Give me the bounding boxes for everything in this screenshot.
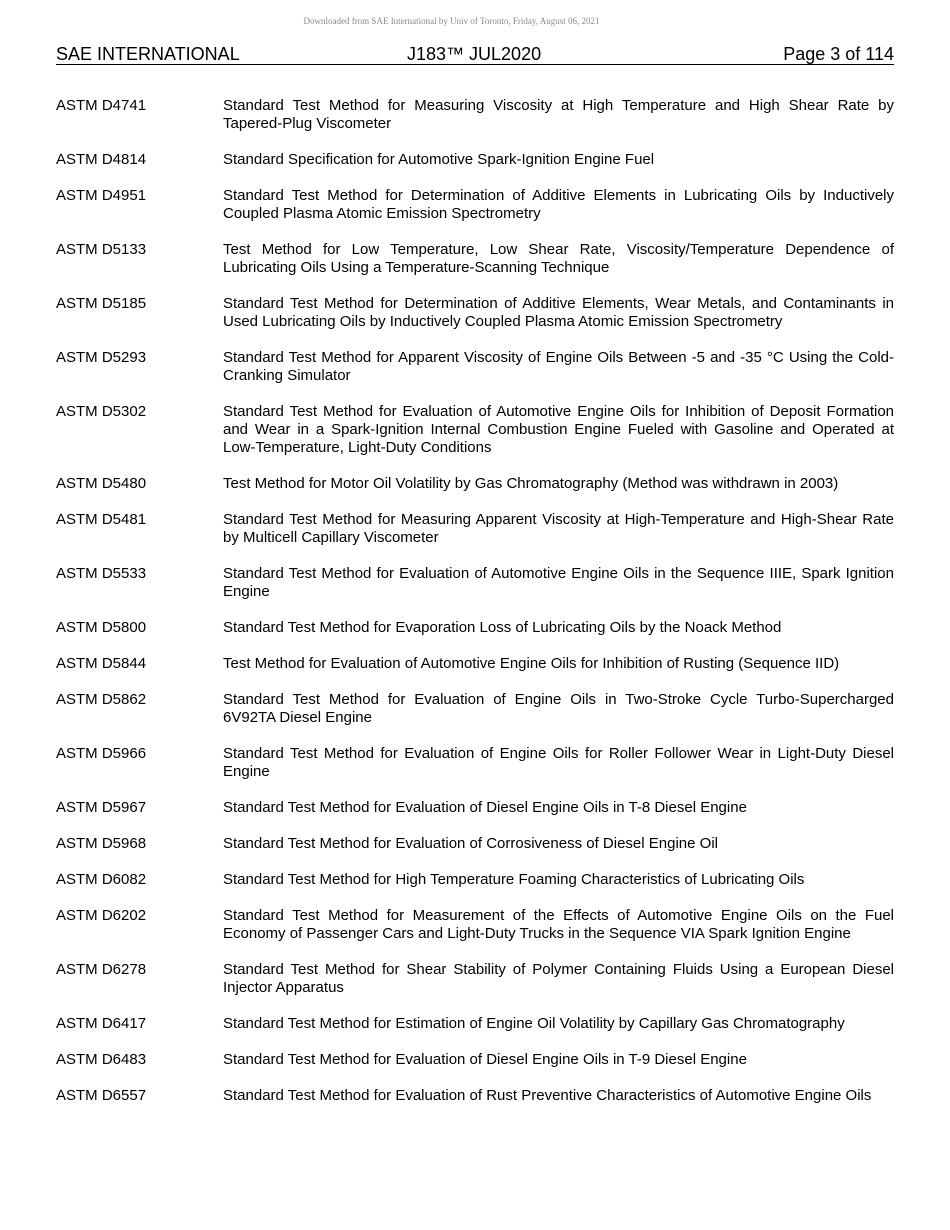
reference-item xyxy=(56,871,894,889)
reference-code: ASTM D5481 xyxy=(56,511,147,528)
reference-item xyxy=(56,1015,894,1033)
reference-item xyxy=(56,1087,894,1105)
reference-code: ASTM D4741 xyxy=(56,97,147,114)
reference-code: ASTM D5185 xyxy=(56,295,147,312)
reference-code: ASTM D5844 xyxy=(56,655,147,672)
reference-code: ASTM D6202 xyxy=(56,907,147,924)
reference-title: Test Method for Low Temperature, Low Shear Rate, Viscosity/Temperature Dependence of Lubricating Oils Using a Temperature-Scanning Technique xyxy=(223,241,894,276)
reference-title: Standard Test Method for Evaporation Loss of Lubricating Oils by the Noack Method xyxy=(223,619,782,636)
reference-code: ASTM D5133 xyxy=(56,241,147,258)
reference-item xyxy=(56,151,894,169)
reference-code: ASTM D5966 xyxy=(56,745,147,762)
reference-code: ASTM D5302 xyxy=(56,403,147,420)
reference-code: ASTM D5967 xyxy=(56,799,147,816)
reference-code: ASTM D6557 xyxy=(56,1087,147,1104)
reference-title: Standard Test Method for Evaluation of Corrosiveness of Diesel Engine Oil xyxy=(223,835,718,852)
reference-title: Standard Test Method for Measuring Viscosity at High Temperature and High Shear Rate by Tapered-Plug Viscometer xyxy=(223,97,894,132)
reference-code: ASTM D4814 xyxy=(56,151,147,168)
reference-item xyxy=(56,295,894,331)
reference-code: ASTM D5862 xyxy=(56,691,147,708)
reference-item xyxy=(56,907,894,943)
reference-item xyxy=(56,799,894,817)
reference-code: ASTM D6082 xyxy=(56,871,147,888)
reference-code: ASTM D5293 xyxy=(56,349,147,366)
reference-title: Standard Test Method for Evaluation of Diesel Engine Oils in T-8 Diesel Engine xyxy=(223,799,747,816)
reference-code: ASTM D5800 xyxy=(56,619,147,636)
reference-title: Standard Test Method for Estimation of Engine Oil Volatility by Capillary Gas Chromatography xyxy=(223,1015,845,1032)
reference-title: Standard Test Method for Measurement of the Effects of Automotive Engine Oils on the Fuel Economy of Passenger Cars and Light-Duty Trucks in the Sequence VIA Spark Ignition Engine xyxy=(223,907,894,942)
reference-item xyxy=(56,403,894,457)
reference-item xyxy=(56,241,894,277)
reference-code: ASTM D6278 xyxy=(56,961,147,978)
reference-item xyxy=(56,565,894,601)
reference-code: ASTM D6417 xyxy=(56,1015,147,1032)
reference-title: Standard Test Method for Evaluation of Engine Oils in Two-Stroke Cycle Turbo-Supercharged 6V92TA Diesel Engine xyxy=(223,691,894,726)
reference-title: Standard Test Method for Determination of Additive Elements, Wear Metals, and Contaminants in Used Lubricating Oils by Inductively Coupled Plasma Atomic Emission Spectrometry xyxy=(223,295,894,330)
reference-item xyxy=(56,475,894,493)
reference-title: Standard Test Method for Measuring Apparent Viscosity at High-Temperature and High-Shear Rate by Multicell Capillary Viscometer xyxy=(223,511,894,546)
reference-item xyxy=(56,619,894,637)
reference-title: Standard Test Method for Evaluation of Automotive Engine Oils for Inhibition of Deposit Formation and Wear in a Spark-Ignition Internal Combustion Engine Fueled with Gasoline and Operated at Low-Temperature, Light-Duty Conditions xyxy=(223,403,894,456)
reference-title: Standard Test Method for Evaluation of Automotive Engine Oils in the Sequence IIIE, Spark Ignition Engine xyxy=(223,565,894,600)
reference-title: Standard Test Method for Evaluation of Rust Preventive Characteristics of Automotive Engine Oils xyxy=(223,1087,872,1104)
reference-title: Standard Test Method for Evaluation of Diesel Engine Oils in T-9 Diesel Engine xyxy=(223,1051,747,1068)
reference-item xyxy=(56,961,894,997)
reference-code: ASTM D5480 xyxy=(56,475,147,492)
reference-item xyxy=(56,1051,894,1069)
reference-title: Test Method for Evaluation of Automotive Engine Oils for Inhibition of Rusting (Sequence IID) xyxy=(223,655,840,672)
reference-item xyxy=(56,511,894,547)
reference-title: Standard Specification for Automotive Spark-Ignition Engine Fuel xyxy=(223,151,655,168)
reference-item xyxy=(56,655,894,673)
reference-title: Test Method for Motor Oil Volatility by Gas Chromatography (Method was withdrawn in 2003) xyxy=(223,475,839,492)
header-doc-id: J183™ JUL2020 xyxy=(407,44,542,64)
reference-item xyxy=(56,187,894,223)
reference-code: ASTM D5968 xyxy=(56,835,147,852)
reference-item xyxy=(56,835,894,853)
reference-title: Standard Test Method for High Temperature Foaming Characteristics of Lubricating Oils xyxy=(223,871,805,888)
reference-code: ASTM D6483 xyxy=(56,1051,147,1068)
header-page-number: Page 3 of 114 xyxy=(783,44,894,64)
reference-item xyxy=(56,349,894,385)
reference-title: Standard Test Method for Apparent Viscosity of Engine Oils Between -5 and -35 °C Using the Cold-Cranking Simulator xyxy=(223,349,894,384)
reference-item xyxy=(56,691,894,727)
reference-title: Standard Test Method for Determination of Additive Elements in Lubricating Oils by Inductively Coupled Plasma Atomic Emission Spectrometry xyxy=(223,187,894,222)
reference-code: ASTM D5533 xyxy=(56,565,147,582)
reference-item xyxy=(56,97,894,133)
download-watermark: Downloaded from SAE International by Univ of Toronto, Friday, August 06, 2021 xyxy=(303,16,600,26)
reference-item xyxy=(56,745,894,781)
page-header xyxy=(56,44,894,65)
reference-title: Standard Test Method for Shear Stability of Polymer Containing Fluids Using a European Diesel Injector Apparatus xyxy=(223,961,894,996)
reference-code: ASTM D4951 xyxy=(56,187,147,204)
reference-list xyxy=(56,97,894,1123)
reference-title: Standard Test Method for Evaluation of Engine Oils for Roller Follower Wear in Light-Duty Diesel Engine xyxy=(223,745,894,780)
header-org: SAE INTERNATIONAL xyxy=(56,44,240,64)
